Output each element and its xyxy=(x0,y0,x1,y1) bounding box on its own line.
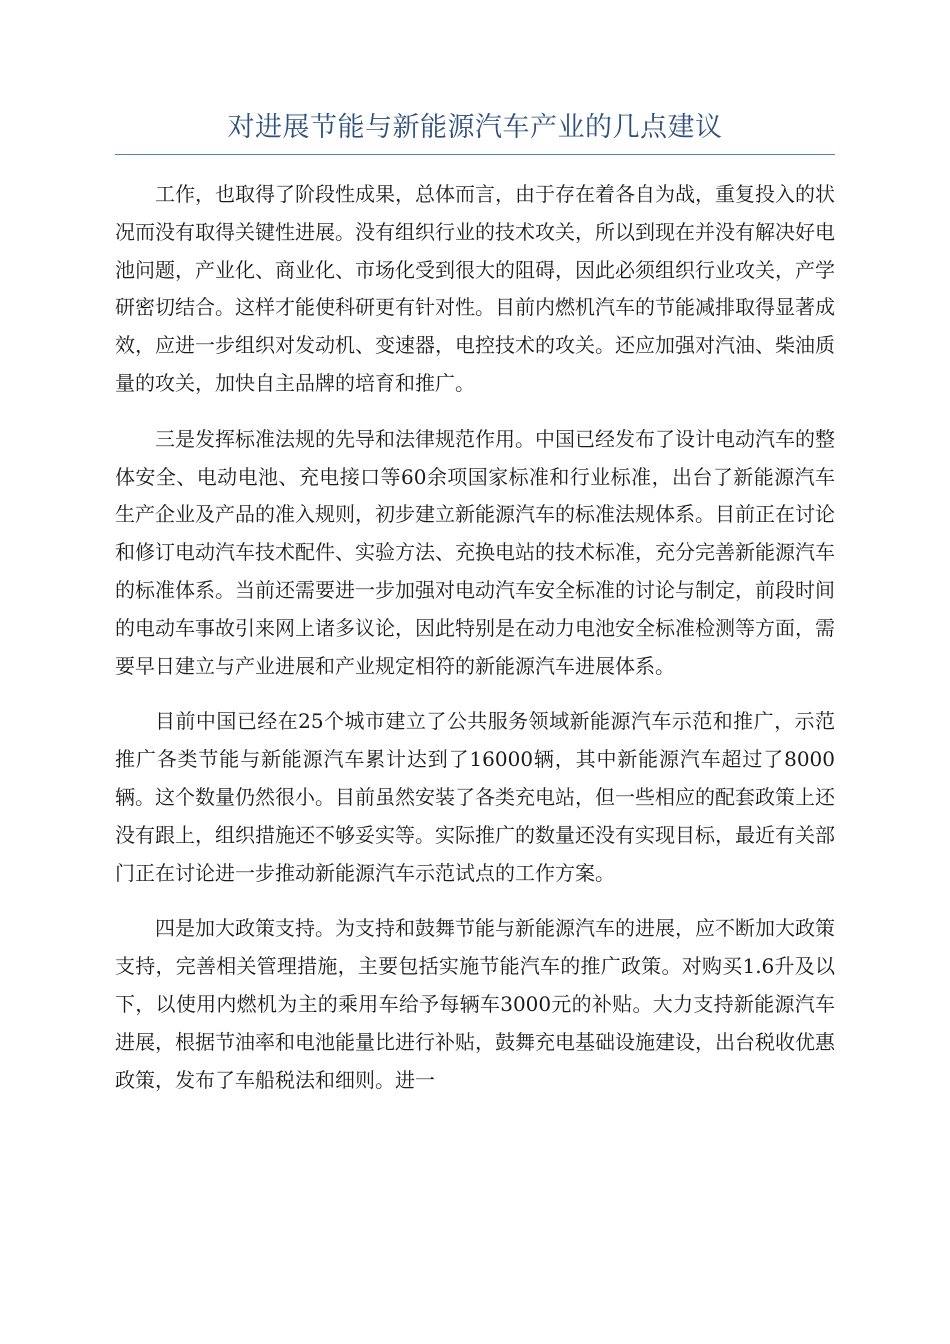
title-underline xyxy=(115,154,835,155)
document-title: 对进展节能与新能源汽车产业的几点建议 xyxy=(227,112,723,143)
paragraph-2: 三是发挥标准法规的先导和法律规范作用。中国已经发布了设计电动汽车的整体安全、电动电池、充电接口等60余项国家标准和行业标准，出台了新能源汽车生产企业及产品的准入规则，初步建立新能源汽车的标准法规体系。目前正在讨论和修订电动汽车技术配件、实验方法、充换电站的技术标准，充分完善新能源汽车的标准体系。当前还需要进一步加强对电动汽车安全标准的讨论与制定，前段时间的电动车事故引来网上诸多议论，因此特别是在动力电池安全标准检测等方面，需要早日建立与产业进展和产业规定相符的新能源汽车进展体系。 xyxy=(115,426,835,678)
document-header xyxy=(115,108,835,156)
paragraph-1: 工作，也取得了阶段性成果，总体而言，由于存在着各自为战，重复投入的状况而没有取得关键性进展。没有组织行业的技术攻关，所以到现在并没有解决好电池问题，产业化、商业化、市场化受到很大的阻碍，因此必须组织行业攻关，产学研密切结合。这样才能使科研更有针对性。目前内燃机汽车的节能减排取得显著成效，应进一步组织对发动机、变速器，电控技术的攻关。还应加强对汽油、柴油质量的攻关，加快自主品牌的培育和推广。 xyxy=(115,182,835,395)
paragraph-4: 四是加大政策支持。为支持和鼓舞节能与新能源汽车的进展，应不断加大政策支持，完善相关管理措施，主要包括实施节能汽车的推广政策。对购买1.6升及以下，以使用内燃机为主的乘用车给予每辆车3000元的补贴。大力支持新能源汽车进展，根据节油率和电池能量比进行补贴，鼓舞充电基础设施建设，出台税收优惠政策，发布了车船税法和细则。进一 xyxy=(115,916,835,1092)
document-body xyxy=(115,176,835,1117)
paragraph-3: 目前中国已经在25个城市建立了公共服务领域新能源汽车示范和推广，示范推广各类节能与新能源汽车累计达到了16000辆，其中新能源汽车超过了8000辆。这个数量仍然很小。目前虽然安装了各类充电站，但一些相应的配套政策上还没有跟上，组织措施还不够妥实等。实际推广的数量还没有实现目标，最近有关部门正在讨论进一步推动新能源汽车示范试点的工作方案。 xyxy=(115,709,835,885)
